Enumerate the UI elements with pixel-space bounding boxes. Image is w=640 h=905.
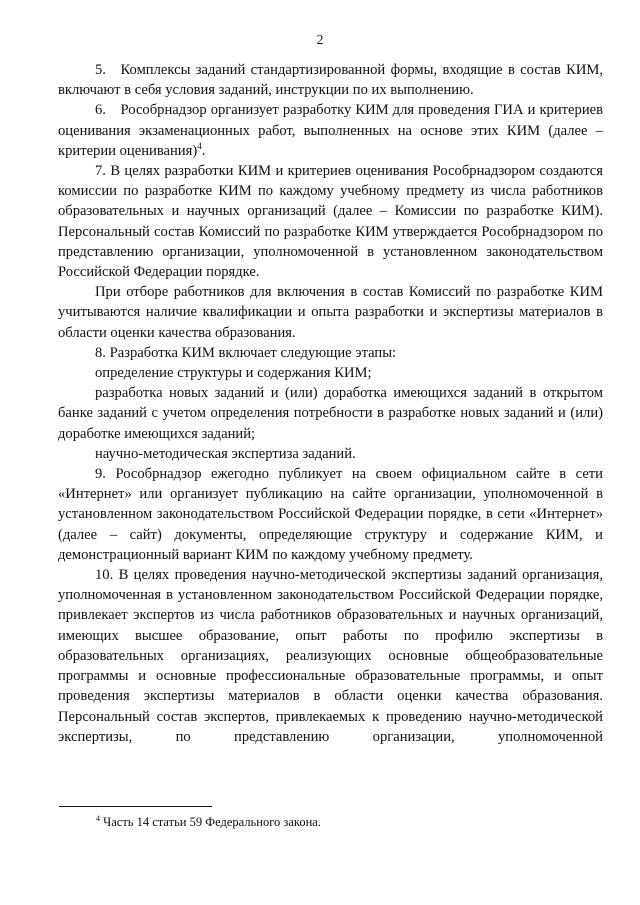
paragraph-8-item-2: разработка новых заданий и (или) доработка имеющихся заданий в открытом банке заданий с учетом определения потребности в разработке новых заданий и (или) доработке имеющихся заданий; <box>58 385 603 442</box>
paragraph-6-text: 6. Рособрнадзор организует разработку КИМ для проведения ГИА и критериев оценивания экзаменационных работ, выполненных на основе этих КИМ (далее – критерии оценивания) <box>58 102 603 159</box>
footnote-reference: 4 <box>197 140 202 151</box>
paragraph-8-item-3: научно-методическая экспертиза заданий. <box>95 445 356 462</box>
paragraph-6-end: . <box>201 142 206 159</box>
footnote-number: 4 <box>96 813 100 823</box>
paragraph-10: 10. В целях проведения научно-методической экспертизы заданий организация, уполномоченная в установленном законодательством Российской Федерации порядке, привлекает экспертов из числа работников образовательных и научных организаций, имеющих высшее образование, опыт работы по профилю экспертизы в образовательных организациях, реализующих основные общеобразовательные программы и основные профессиональные образовательные программы, и опыт проведения экспертизы материалов в области оценки качества образования. Персональный состав экспертов, привлекаемых к проведению научно-методической экспертизы, по представлению организации, уполномоченной <box>58 567 603 745</box>
paragraph-9: 9. Рособрнадзор ежегодно публикует на своем официальном сайте в сети «Интернет» или организует публикацию на сайте организации, уполномоченной в установленном законодательством Российской Федерации порядке, в сети «Интернет» (далее – сайт) документы, определяющие структуру и содержание КИМ, и демонстрационный вариант КИМ по каждому учебному предмету. <box>58 466 603 563</box>
paragraph-8-item-1: определение структуры и содержания КИМ; <box>95 365 372 382</box>
footnote-text: Часть 14 статьи 59 Федерального закона. <box>103 815 321 829</box>
paragraph-7-selection: При отборе работников для включения в состав Комиссий по разработке КИМ учитываются наличие квалификации и опыта разработки и экспертизы материалов в области оценки качества образования. <box>58 284 603 341</box>
body-text <box>58 60 603 747</box>
paragraph-7: 7. В целях разработки КИМ и критериев оценивания Рособрнадзором создаются комиссии по разработке КИМ по каждому учебному предмету из числа работников образовательных и научных организаций (далее – Комиссии по разработке КИМ). Персональный состав Комиссий по разработке КИМ утверждается Рособрнадзором по представлению организации, уполномоченной в установленном законодательством Российской Федерации порядке. <box>58 163 603 281</box>
page-number: 2 <box>316 33 324 48</box>
paragraph-6 <box>58 100 603 161</box>
footnote <box>96 815 321 830</box>
paragraph-5: 5. Комплексы заданий стандартизированной формы, входящие в состав КИМ, включают в себя условия заданий, инструкции по их выполнению. <box>58 62 603 99</box>
paragraph-8: 8. Разработка КИМ включает следующие этапы: <box>95 344 397 361</box>
footnote-separator <box>59 806 212 807</box>
